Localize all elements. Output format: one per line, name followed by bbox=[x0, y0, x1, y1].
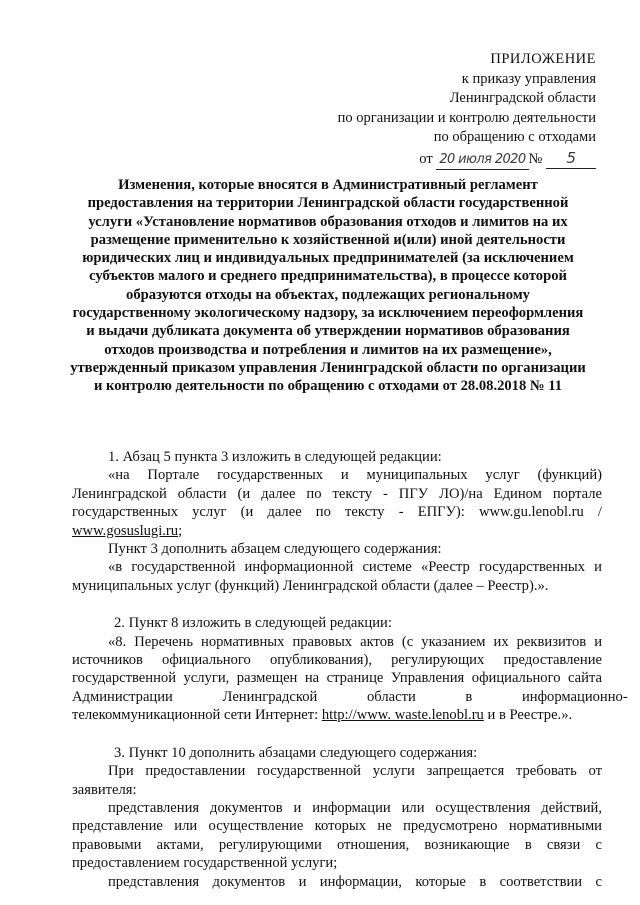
waste-site-link[interactable]: http://www. waste.lenobl.ru bbox=[321, 707, 484, 724]
paragraph-line: Администрации Ленинградской области в информационно- bbox=[72, 688, 628, 705]
title-line: Изменения, которые вносятся в Административный регламент bbox=[118, 177, 538, 193]
annex-line: Ленинградской области bbox=[449, 90, 596, 106]
section-2 bbox=[72, 614, 628, 724]
annex-line: по обращению с отходами bbox=[433, 129, 596, 145]
paragraph-line: представления документов и информации или осуществления действий, bbox=[108, 799, 602, 816]
section-1-addition: Пункт 3 дополнить абзацем следующего содержания: bbox=[108, 541, 442, 558]
paragraph-text: и в Реестре.». bbox=[483, 707, 573, 724]
title-line: предоставления на территории Ленинградской области государственной bbox=[87, 195, 569, 212]
title-line: утвержденный приказом управления Ленинградской области по организации bbox=[70, 359, 586, 376]
date-prefix: от bbox=[419, 150, 433, 167]
paragraph-line bbox=[72, 522, 602, 540]
paragraph-text: телекоммуникационной сети Интернет: bbox=[72, 707, 322, 724]
section-3 bbox=[72, 744, 602, 891]
paragraph-line: Ленинградской области (и далее по тексту - ПГУ ЛО)/на Едином портале bbox=[72, 485, 602, 502]
title-line: и контролю деятельности по обращению с отходами от 28.08.2018 № 11 bbox=[93, 378, 563, 395]
title-line: государственному экологическому надзору, за исключением переоформления bbox=[72, 305, 584, 322]
paragraph-line: «на Портале государственных и муниципальных услуг (функций) bbox=[108, 467, 602, 484]
paragraph-line: государственных услуг (и далее по тексту - ЕПГУ): www.gu.lenobl.ru / bbox=[72, 504, 602, 521]
number-label: № bbox=[528, 150, 543, 167]
annex-date-line bbox=[338, 149, 596, 171]
paragraph-line: представление или осуществление которых не предусмотрено нормативными bbox=[72, 818, 602, 835]
document-title bbox=[60, 176, 596, 396]
section-1 bbox=[72, 448, 602, 595]
section-2-heading: 2. Пункт 8 изложить в следующей редакции: bbox=[114, 615, 392, 632]
handwritten-number: 5 bbox=[546, 149, 596, 170]
section-1-heading: 1. Абзац 5 пункта 3 изложить в следующей редакции: bbox=[108, 449, 442, 465]
title-line: и выдачи дубликата документа об утверждении нормативов образования bbox=[86, 323, 570, 340]
gosuslugi-link[interactable]: www.gosuslugi.ru bbox=[72, 522, 179, 539]
punctuation: ; bbox=[178, 522, 183, 539]
annex-line: по организации и контролю деятельности bbox=[337, 109, 596, 126]
handwritten-date: 20 июля 2020 bbox=[436, 150, 528, 171]
section-3-heading: 3. Пункт 10 дополнить абзацами следующего содержания: bbox=[114, 744, 478, 761]
annex-line: к приказу управления bbox=[461, 70, 596, 87]
annex-header bbox=[338, 50, 596, 170]
annex-title: ПРИЛОЖЕНИЕ bbox=[490, 51, 596, 67]
paragraph-line: муниципальных услуг (функций) Ленинградской области (далее – Реестр).». bbox=[72, 577, 549, 594]
paragraph-line: При предоставлении государственной услуги запрещается требовать от bbox=[108, 763, 602, 780]
paragraph-line bbox=[72, 706, 602, 724]
paragraph-line: предоставлением государственной услуги; bbox=[72, 855, 338, 872]
title-line: услуги «Установление нормативов образования отходов и лимитов на их bbox=[88, 213, 568, 230]
paragraph-line: правовыми актами, регулирующими отношения, возникающие в связи с bbox=[72, 836, 602, 853]
paragraph-line: источников официального опубликования), регулирующих предоставление bbox=[72, 652, 602, 669]
title-line: размещение применительно к хозяйственной и(или) иной деятельности bbox=[90, 231, 566, 248]
paragraph-line: «в государственной информационной системе «Реестр государственных и bbox=[108, 559, 602, 576]
paragraph-line: представления документов и информации, которые в соответствии с bbox=[108, 873, 602, 890]
title-line: отходов производства и потребления и лимитов на их размещение», bbox=[104, 341, 552, 358]
paragraph-line: государственной услуги, размещен на странице Управления официального сайта bbox=[72, 670, 602, 687]
title-line: образуются отходы на объектах, подлежащих региональному bbox=[126, 286, 530, 303]
paragraph-line: заявителя: bbox=[72, 781, 137, 798]
document-body bbox=[72, 448, 628, 891]
title-line: субъектов малого и среднего предпринимательства), в процессе которой bbox=[89, 268, 567, 285]
paragraph-line: «8. Перечень нормативных правовых актов (с указанием их реквизитов и bbox=[108, 633, 602, 650]
title-line: юридических лиц и индивидуальных предпринимателей (за исключением bbox=[82, 250, 574, 267]
